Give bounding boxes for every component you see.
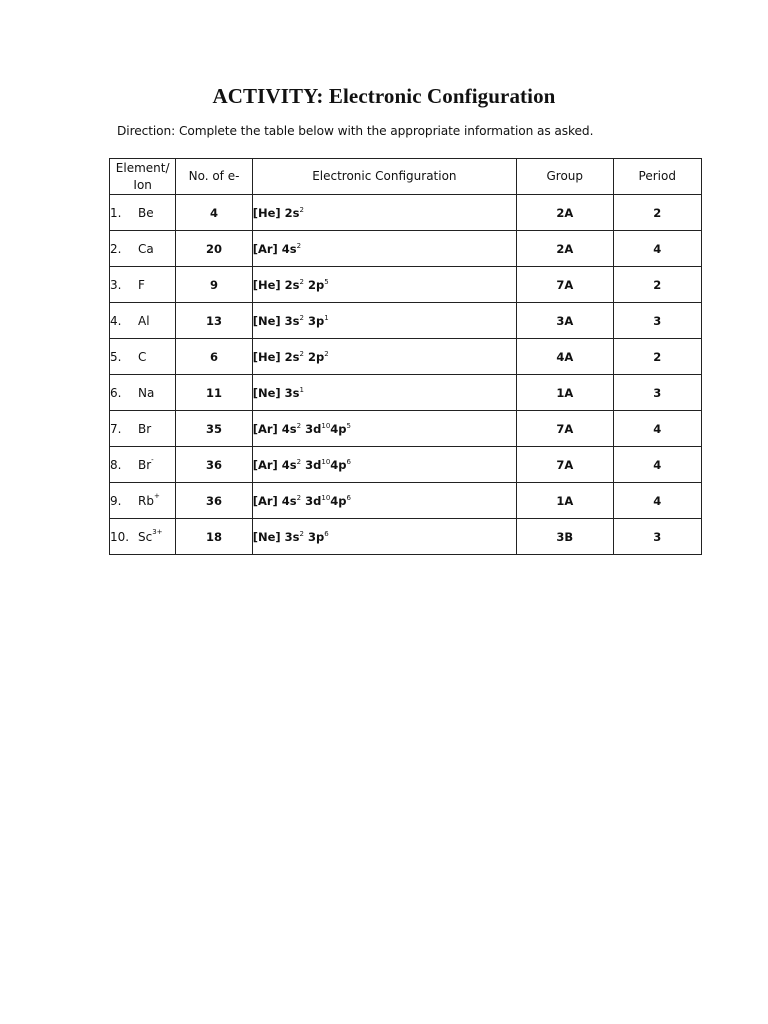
config-superscript: 2: [299, 205, 304, 214]
element-cell: [110, 483, 176, 519]
config-superscript: 2: [299, 349, 304, 358]
config-superscript: 6: [324, 529, 329, 538]
period-cell: 2: [613, 195, 701, 231]
config-superscript: 2: [296, 421, 302, 430]
config-text: [He] 2s: [252, 205, 300, 220]
group-cell: 2A: [517, 195, 613, 231]
group-cell: 2A: [517, 231, 613, 267]
header-element-line2: Ion: [133, 177, 152, 192]
electron-count: 18: [176, 519, 252, 555]
config-superscript: 2: [296, 241, 302, 250]
config-superscript: 1: [299, 385, 304, 394]
electron-count: 36: [176, 483, 252, 519]
element-cell: [110, 231, 176, 267]
electron-configuration: [252, 375, 516, 411]
config-superscript: 5: [324, 277, 329, 286]
period-cell: 2: [613, 267, 701, 303]
element-symbol: Sc: [138, 529, 153, 544]
config-text: [He] 2s: [252, 277, 300, 292]
electron-count: 6: [176, 339, 252, 375]
element-cell: [110, 303, 176, 339]
element-cell: [110, 447, 176, 483]
config-text: 3p: [303, 529, 325, 544]
row-number: 4.: [110, 313, 122, 328]
config-text: 4p: [330, 457, 347, 472]
electron-count: 20: [176, 231, 252, 267]
group-cell: 4A: [517, 339, 613, 375]
config-text: [Ar] 4s: [252, 421, 297, 436]
table-row: [110, 411, 702, 447]
electron-count: 9: [176, 267, 252, 303]
element-symbol: Ca: [138, 241, 154, 256]
element-cell: [110, 411, 176, 447]
element-symbol: Be: [138, 205, 154, 220]
config-superscript: 2: [324, 349, 329, 358]
config-text: 3d: [301, 493, 322, 508]
header-electrons: No. of e-: [176, 159, 252, 195]
config-superscript: 2: [299, 529, 304, 538]
electron-configuration: [252, 483, 516, 519]
header-period: Period: [613, 159, 701, 195]
config-superscript: 6: [346, 457, 351, 466]
electron-count: 35: [176, 411, 252, 447]
config-text: [Ne] 3s: [252, 529, 300, 544]
period-cell: 3: [613, 303, 701, 339]
table-row: [110, 195, 702, 231]
group-cell: 7A: [517, 447, 613, 483]
row-number: 10.: [110, 529, 130, 544]
header-group: Group: [517, 159, 613, 195]
period-cell: 4: [613, 231, 701, 267]
group-cell: 3B: [517, 519, 613, 555]
electron-configuration: [252, 195, 516, 231]
table-row: [110, 339, 702, 375]
ion-charge: +: [153, 491, 160, 500]
row-number: 7.: [110, 421, 122, 436]
config-superscript: 2: [299, 313, 304, 322]
period-cell: 2: [613, 339, 701, 375]
electron-configuration: [252, 303, 516, 339]
row-number: 2.: [110, 241, 122, 256]
config-text: [He] 2s: [252, 349, 300, 364]
config-superscript: 5: [346, 421, 351, 430]
config-text: 2p: [303, 277, 325, 292]
row-number: 5.: [110, 349, 122, 364]
row-number: 8.: [110, 457, 122, 472]
table-row: [110, 303, 702, 339]
config-superscript: 6: [346, 493, 351, 502]
row-number: 1.: [110, 205, 122, 220]
electron-configuration: [252, 411, 516, 447]
row-number: 9.: [110, 493, 122, 508]
period-cell: 3: [613, 519, 701, 555]
electron-configuration: [252, 231, 516, 267]
config-text: [Ar] 4s: [252, 457, 297, 472]
config-superscript: 2: [299, 277, 304, 286]
electron-configuration: [252, 339, 516, 375]
header-element-ion: [110, 159, 176, 195]
table-body: [110, 195, 702, 555]
configuration-table: [109, 158, 702, 555]
element-cell: [110, 375, 176, 411]
config-superscript: 10: [321, 493, 331, 502]
electron-count: 11: [176, 375, 252, 411]
element-cell: [110, 267, 176, 303]
table-row: [110, 519, 702, 555]
table-row: [110, 267, 702, 303]
ion-charge: -: [151, 455, 154, 464]
config-text: 4p: [330, 421, 347, 436]
electron-count: 13: [176, 303, 252, 339]
config-text: 4p: [330, 493, 347, 508]
element-cell: [110, 195, 176, 231]
page-title: ACTIVITY: Electronic Configuration: [212, 84, 556, 108]
table-header-row: [110, 159, 702, 195]
direction-text: Direction: Complete the table below with the appropriate information as asked.: [117, 124, 594, 138]
element-cell: [110, 519, 176, 555]
config-text: 2p: [303, 349, 325, 364]
period-cell: 4: [613, 447, 701, 483]
table-row: [110, 231, 702, 267]
config-text: [Ar] 4s: [252, 493, 297, 508]
config-text: [Ar] 4s: [252, 241, 297, 256]
group-cell: 1A: [517, 375, 613, 411]
table-row: [110, 375, 702, 411]
ion-charge: 3+: [152, 527, 163, 536]
row-number: 3.: [110, 277, 122, 292]
table-row: [110, 483, 702, 519]
config-superscript: 1: [324, 313, 329, 322]
group-cell: 7A: [517, 267, 613, 303]
period-cell: 4: [613, 483, 701, 519]
config-text: 3d: [301, 421, 322, 436]
group-cell: 1A: [517, 483, 613, 519]
header-configuration: Electronic Configuration: [252, 159, 516, 195]
group-cell: 7A: [517, 411, 613, 447]
electron-count: 4: [176, 195, 252, 231]
config-text: 3d: [301, 457, 322, 472]
element-symbol: Al: [138, 313, 150, 328]
row-number: 6.: [110, 385, 122, 400]
element-cell: [110, 339, 176, 375]
electron-configuration: [252, 447, 516, 483]
element-symbol: C: [138, 349, 147, 364]
element-symbol: Br: [138, 457, 152, 472]
period-cell: 4: [613, 411, 701, 447]
period-cell: 3: [613, 375, 701, 411]
config-superscript: 2: [296, 457, 302, 466]
electron-count: 36: [176, 447, 252, 483]
config-text: [Ne] 3s: [252, 385, 300, 400]
config-superscript: 10: [321, 421, 331, 430]
config-superscript: 10: [321, 457, 331, 466]
header-element-line1: Element/: [115, 160, 170, 175]
config-superscript: 2: [296, 493, 302, 502]
config-text: 3p: [303, 313, 325, 328]
element-symbol: Rb: [138, 493, 154, 508]
table-row: [110, 447, 702, 483]
element-symbol: F: [138, 277, 145, 292]
electron-configuration: [252, 267, 516, 303]
element-symbol: Br: [138, 421, 152, 436]
config-text: [Ne] 3s: [252, 313, 300, 328]
electron-configuration: [252, 519, 516, 555]
element-symbol: Na: [138, 385, 155, 400]
group-cell: 3A: [517, 303, 613, 339]
